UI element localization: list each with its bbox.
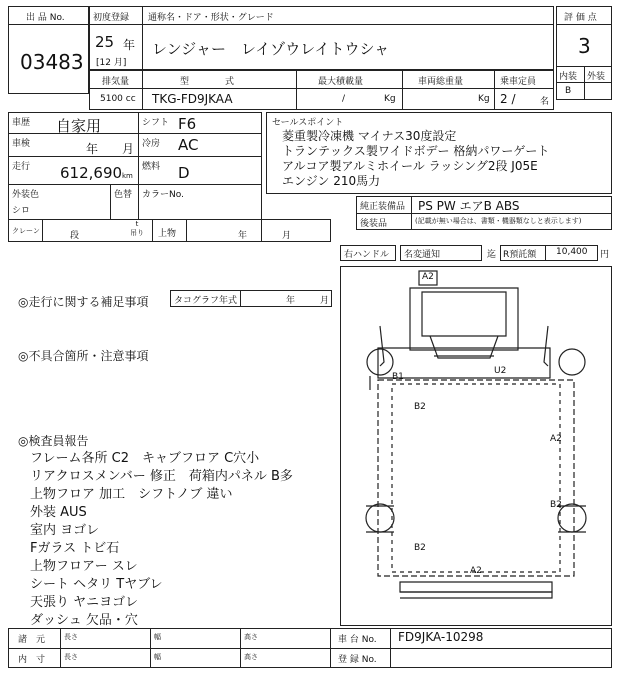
registration-year-unit: 年 <box>123 38 136 52</box>
registration-label: 初度登録 <box>93 13 130 23</box>
meter-label: R預託額 <box>503 250 537 260</box>
exterior-label: 外装 <box>587 72 606 82</box>
model-name: レンジャー レイゾウレイトウシャ <box>152 40 390 58</box>
upper-label: 上物 <box>158 229 177 239</box>
sales-points-label: セールスポイント <box>272 118 344 128</box>
chassis-label: 車 台 No. <box>338 635 377 645</box>
color-no-label: 色替 <box>114 190 133 200</box>
model-type-label: 型 式 <box>180 77 235 87</box>
yen-label: 円 <box>600 250 610 260</box>
inspector-title: ◎検査員報告 <box>18 434 89 448</box>
rating-label: 評 価 点 <box>564 13 597 23</box>
capacity-unit: 名 <box>540 97 550 107</box>
height-label: 高さ <box>244 653 258 661</box>
various-label: 諸 元 <box>18 635 46 645</box>
meter-value: 10,400 <box>556 247 588 257</box>
crane-lift: t 吊り <box>130 220 144 237</box>
inspector-line: ダッシュ 欠品・穴 <box>30 613 138 628</box>
width-label: 幅 <box>154 653 161 661</box>
inspector-line: フレーム各所 C2 キャブフロア C穴小 <box>30 451 260 466</box>
inspector-line: 室内 ヨゴレ <box>30 523 100 538</box>
sales-point-line: アルコア製アルミホイール ラッシング2段 J05E <box>282 159 538 173</box>
marker-a2-top: A2 <box>422 272 434 282</box>
marker-b2-lower: B2 <box>414 543 426 553</box>
registration-year: 25 <box>95 33 115 51</box>
sales-point-line: 菱重製冷凍機 マイナス30度設定 <box>282 129 457 143</box>
interior-label: 内装 <box>559 72 578 82</box>
width-label: 幅 <box>154 633 161 641</box>
exterior-color-label: 外装色 <box>12 190 40 200</box>
height-label: 高さ <box>244 633 258 641</box>
marker-b1: B1 <box>392 372 404 382</box>
inspector-line: 天張り ヤニヨゴレ <box>30 595 139 610</box>
upper-month: 月 <box>282 231 292 241</box>
options-value: PS PW エアB ABS <box>418 199 520 213</box>
mileage-label: 走行 <box>12 162 31 172</box>
inspector-line: リアクロスメンバー 修正 荷箱内パネル B多 <box>30 469 293 484</box>
inspector-line: Fガラス トビ石 <box>30 541 120 556</box>
sales-point-line: トランテックス製ワイドボデー 格納パワーゲート <box>282 144 550 158</box>
inspection-label: 車検 <box>12 139 31 149</box>
history-value: 自家用 <box>56 117 102 135</box>
inspector-line: 外装 AUS <box>30 505 87 520</box>
inspection-year: 年 <box>86 142 99 156</box>
rating-score: 3 <box>578 34 591 58</box>
max-load-label: 最大積載量 <box>318 77 364 87</box>
model-code: TKG-FD9JKAA <box>152 92 233 106</box>
marker-u2: U2 <box>494 366 507 376</box>
history-label: 車歴 <box>12 118 31 128</box>
inspector-line: 上物フロア 加工 シフトノブ 違い <box>30 487 233 502</box>
fuel-value: D <box>178 164 190 182</box>
sales-point-line: エンジン 210馬力 <box>282 174 381 188</box>
lot-number: 03483 <box>20 50 84 74</box>
defects-title: ◎不具合箇所・注意事項 <box>18 349 149 363</box>
interior-dim-label: 内 寸 <box>18 655 46 665</box>
lot-label: 出 品 No. <box>26 13 65 23</box>
name-header: 通称名・ドア・形状・グレード <box>148 13 274 23</box>
tacho-year: 年 <box>286 296 296 306</box>
inspection-month: 月 <box>122 142 135 156</box>
exterior-color-value: シロ <box>12 206 31 216</box>
length-label: 長さ <box>64 633 78 641</box>
fuel-label: 燃料 <box>142 162 161 172</box>
marker-a2-right: A2 <box>550 434 562 444</box>
reg-label: 登 録 No. <box>338 655 377 665</box>
retrofit-note: (記載が無い場合は、書類・機器類なしと表示します) <box>415 217 582 225</box>
tacho-label: タコグラフ年式 <box>174 296 238 306</box>
capacity-value: 2 / <box>500 92 516 106</box>
mileage-value: 612,690 <box>60 164 123 182</box>
marker-b2-right: B2 <box>550 500 562 510</box>
shift-value: F6 <box>178 115 197 133</box>
marker-b2-upper: B2 <box>414 402 426 412</box>
gross-weight-label: 車両総重量 <box>418 77 464 87</box>
length-label: 長さ <box>64 653 78 661</box>
load-unit: Kg <box>384 94 396 104</box>
inspector-line: シート ヘタリ Tヤブレ <box>30 577 163 592</box>
crane-label: クレーン <box>12 227 40 235</box>
registration-month: [12 月] <box>96 58 127 68</box>
handle-value: 右ハンドル <box>344 250 390 260</box>
mileage-unit: km <box>122 172 133 180</box>
upper-year: 年 <box>238 231 248 241</box>
multi-label: 名変通知 <box>404 250 441 260</box>
gross-unit: Kg <box>478 94 490 104</box>
interior-grade: B <box>565 86 572 96</box>
tacho-month: 月 <box>320 296 330 306</box>
load-sep: / <box>342 94 346 104</box>
capacity-label: 乗車定員 <box>500 77 537 87</box>
crane-steps: 段 <box>70 231 80 241</box>
options-label: 純正装備品 <box>360 202 406 212</box>
meter-sep: 迄 <box>487 250 497 260</box>
inspector-line: 上物フロアー スレ <box>30 559 138 574</box>
aircon-label: 冷房 <box>142 139 161 149</box>
displacement-value: 5100 cc <box>100 94 136 104</box>
chassis-value: FD9JKA-10298 <box>398 630 484 644</box>
displacement-label: 排気量 <box>102 77 130 87</box>
supplement-title: ◎走行に関する補足事項 <box>18 295 149 309</box>
color-label: カラーNo. <box>142 190 184 200</box>
retrofit-label: 後装品 <box>360 219 388 229</box>
shift-label: シフト <box>142 118 170 128</box>
marker-a2-bottom: A2 <box>470 566 482 576</box>
aircon-value: AC <box>178 136 199 154</box>
